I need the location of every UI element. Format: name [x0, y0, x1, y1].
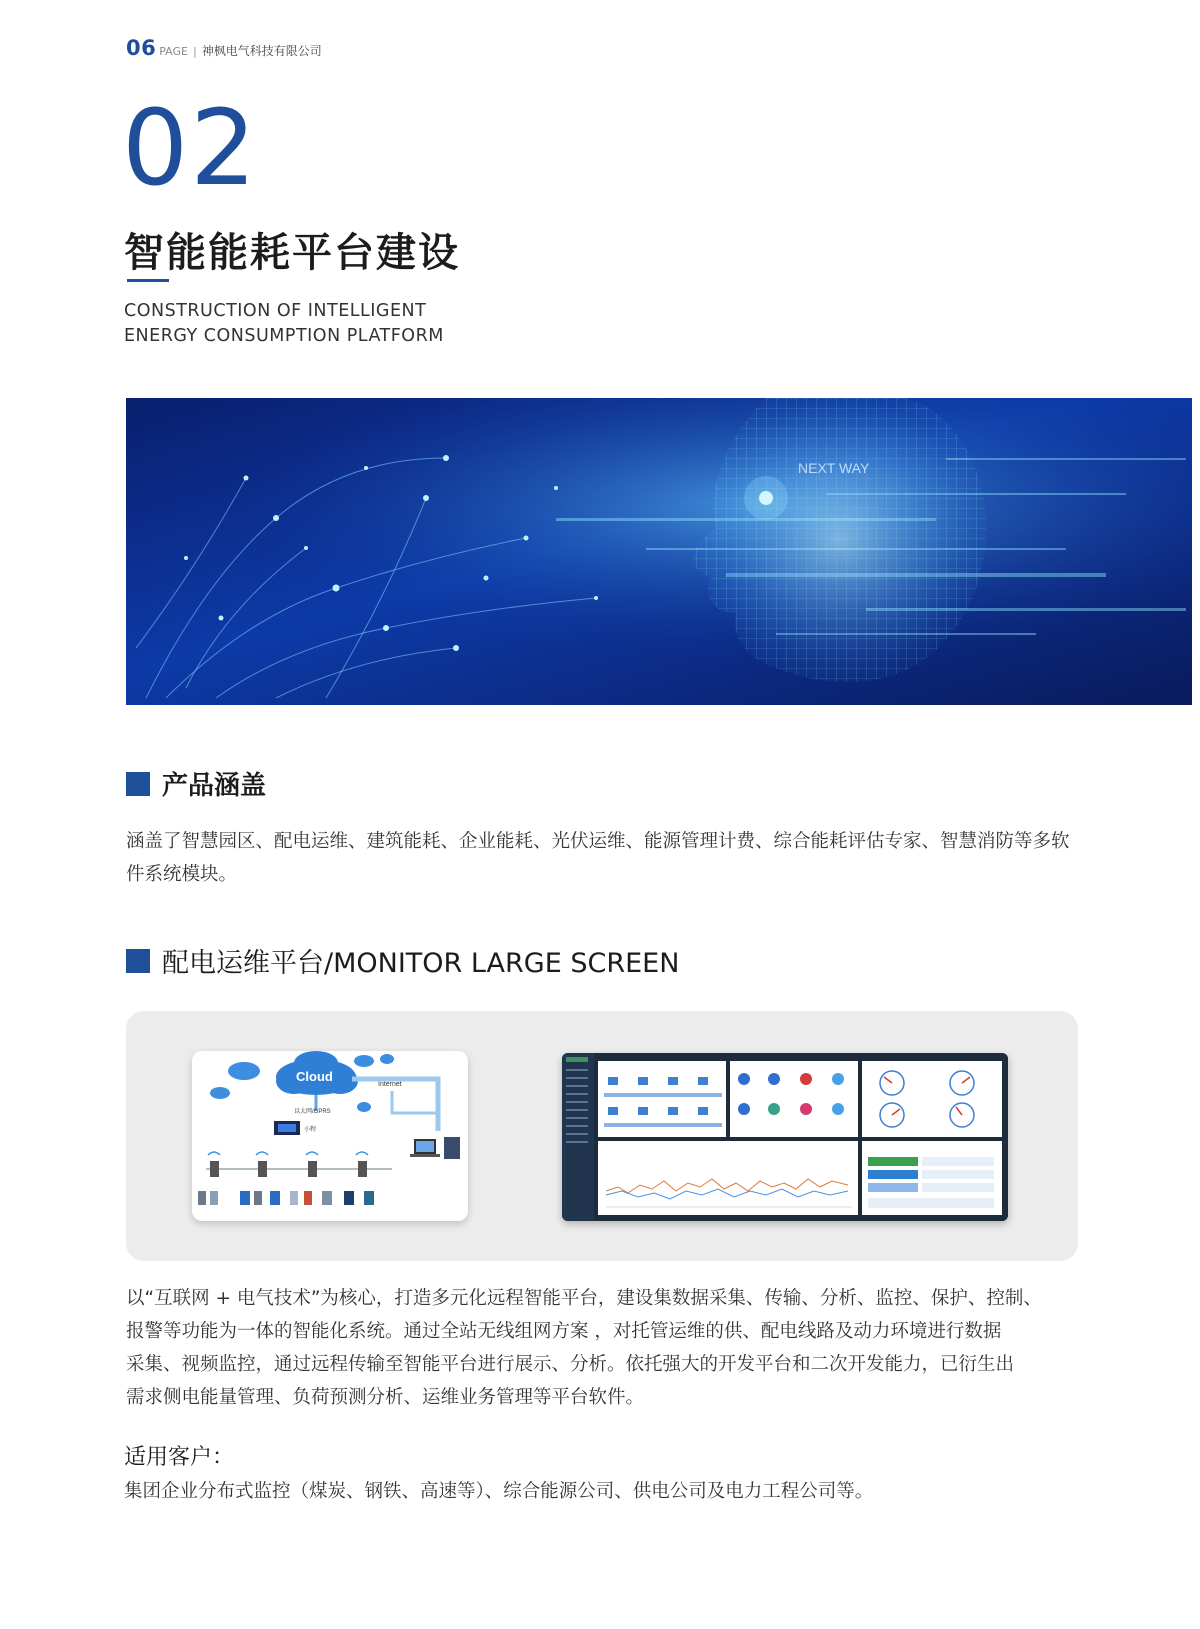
chapter-number: 02: [122, 87, 259, 209]
subtitle-line-2: ENERGY CONSUMPTION PLATFORM: [124, 326, 444, 346]
section-heading-monitor: [126, 941, 679, 980]
desc-line-2: 报警等功能为一体的智能化系统。通过全站无线组网方案 ，对托管运维的供、配电线路及动力环境进行数据: [126, 1321, 1002, 1342]
customers-description: 集团企业分布式监控（煤炭、钢铁、高速等）、综合能源公司、供电公司及电力工程公司等。: [124, 1481, 874, 1502]
banner-overlay-text: NEXT WAY: [798, 460, 870, 476]
section-heading-products: [126, 765, 266, 802]
platform-images-panel: [126, 1011, 1078, 1261]
dashboard-screenshot: [562, 1053, 1008, 1221]
page-label: PAGE: [159, 45, 188, 58]
monitor-description: [126, 1282, 1086, 1414]
network-diagram: [192, 1051, 468, 1221]
section-title: 配电运维平台/MONITOR LARGE SCREEN: [162, 948, 680, 979]
desc-line-1: 以“互联网 + 电气技术”为核心，打造多元化远程智能平台，建设集数据采集、传输、分析、监控、保护、控制、: [126, 1288, 1042, 1309]
header-separator: |: [192, 45, 197, 58]
section-marker: [126, 772, 150, 796]
section-title: 产品涵盖: [162, 771, 267, 801]
ai-face-illustration: [126, 398, 1192, 705]
page-header: [126, 36, 322, 60]
gateway-label: 以太网/GPRS: [294, 1109, 331, 1115]
page-number: 06: [126, 36, 157, 60]
customers-heading: 适用客户：: [124, 1445, 235, 1470]
gateway-sub-label: 小程: [304, 1127, 317, 1133]
internet-label: Internet: [378, 1081, 402, 1088]
title-underline: [127, 279, 169, 282]
section-marker: [126, 949, 150, 973]
desc-line-3: 采集、视频监控，通过远程传输至智能平台进行展示、分析。依托强大的开发平台和二次开发能力，已衍生出: [126, 1354, 1015, 1375]
subtitle-line-1: CONSTRUCTION OF INTELLIGENT: [124, 301, 427, 321]
products-description: 涵盖了智慧园区、配电运维、建筑能耗、企业能耗、光伏运维、能源管理计费、综合能耗评估专家、智慧消防等多软件系统模块。: [126, 831, 1070, 885]
chapter-title: 智能能耗平台建设: [124, 230, 460, 276]
hero-banner-image: [126, 398, 1192, 705]
chapter-subtitle-en: [124, 299, 444, 349]
company-name: 神枫电气科技有限公司: [201, 44, 322, 58]
desc-line-4: 需求侧电能量管理、负荷预测分析、运维业务管理等平台软件。: [126, 1387, 645, 1408]
cloud-label: Cloud: [296, 1069, 333, 1084]
